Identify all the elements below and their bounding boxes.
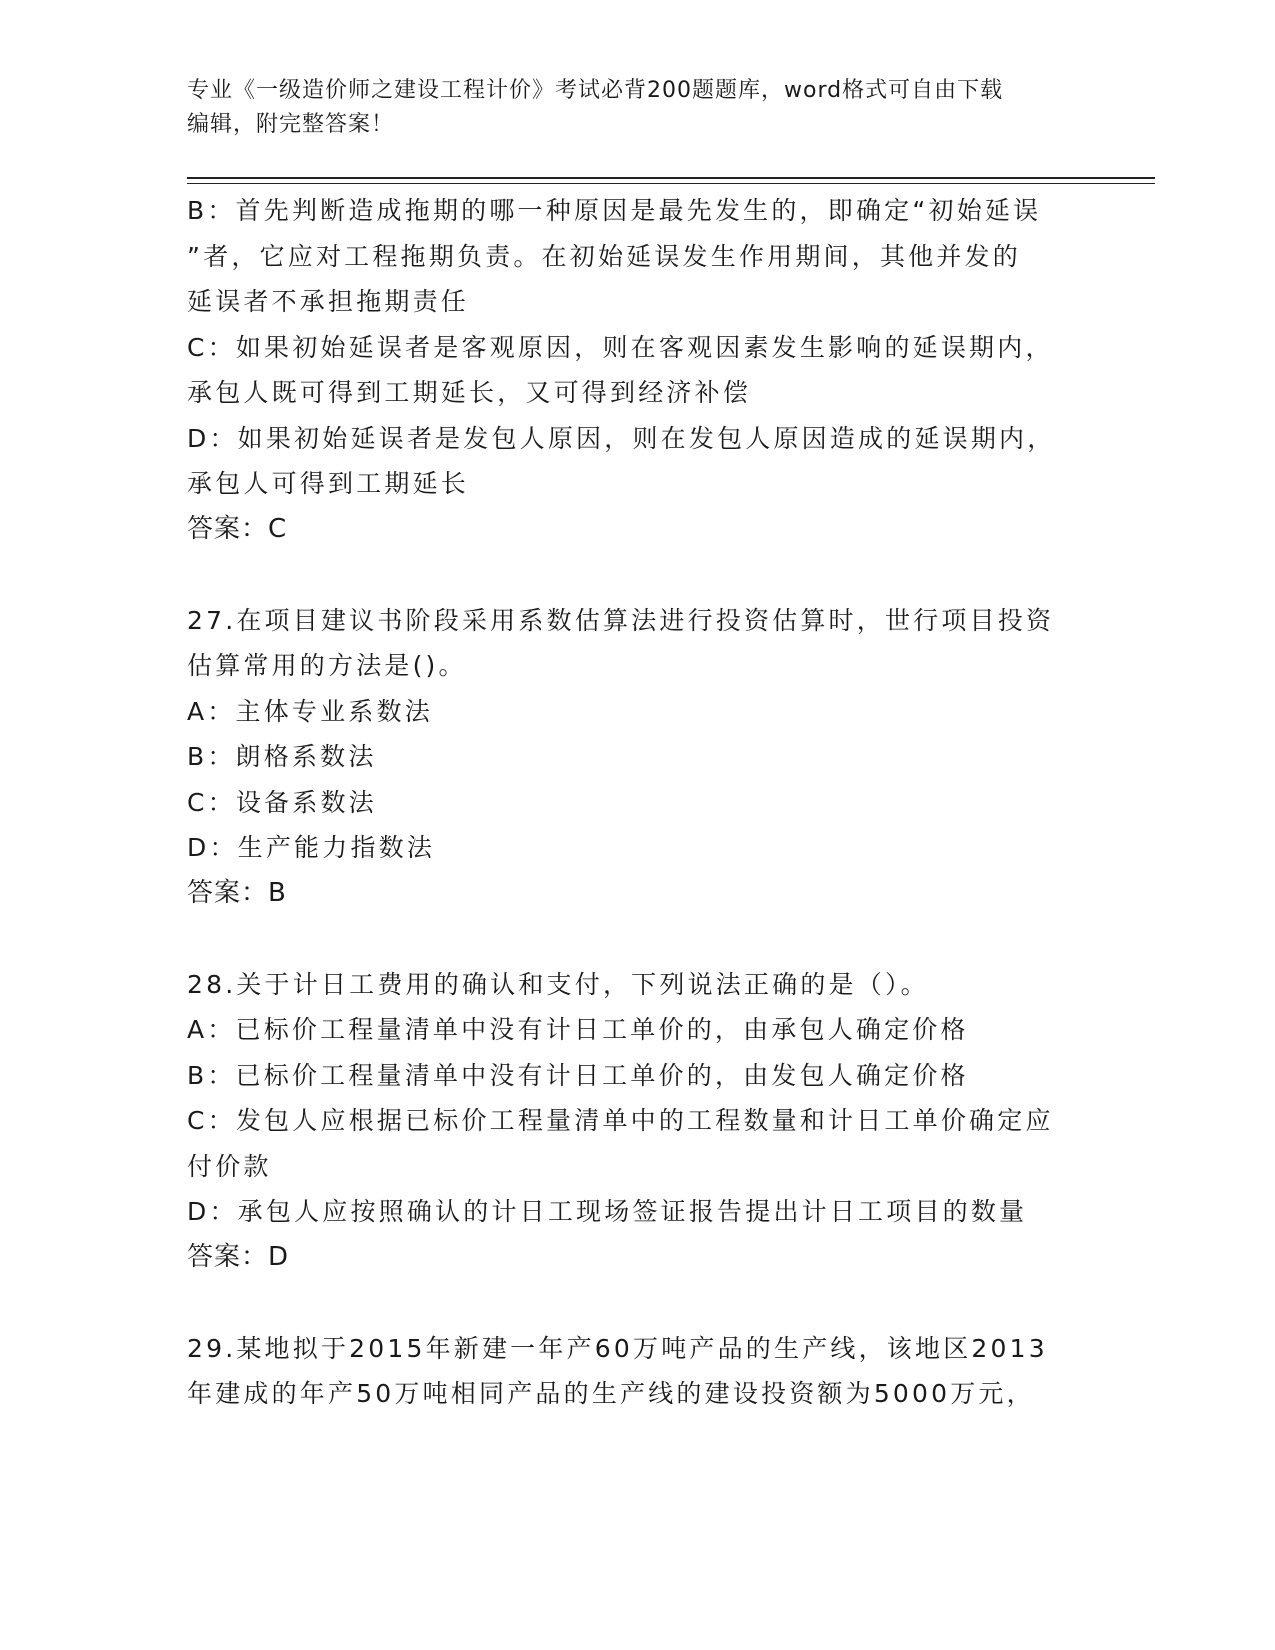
question-26-options [187,188,1077,552]
q27-option-b: B：朗格系数法 [187,742,377,771]
spacer [187,1280,1077,1326]
q27-option-c: C：设备系数法 [187,787,377,817]
q26-option-b-line-2: ”者，它应对工程拖期负责。在初始延误发生作用期间，其他并发的 [187,241,1021,271]
question-27 [187,598,1077,917]
q26-option-c-line-1: C：如果初始延误者是客观原因，则在客观因素发生影响的延误期内， [187,332,1054,362]
q28-option-a: A：已标价工程量清单中没有计日工单价的，由承包人确定价格 [187,1015,969,1044]
q27-option-a: A：主体专业系数法 [187,696,433,726]
document-body [187,188,1077,1417]
q28-option-b: B：已标价工程量清单中没有计日工单价的，由发包人确定价格 [187,1060,969,1090]
q28-option-c-line-2: 付价款 [187,1151,272,1181]
q28-option-d: D：承包人应按照确认的计日工现场签证报告提出计日工项目的数量 [187,1197,1028,1226]
q28-answer: 答案：D [187,1241,290,1272]
header-rule-thick [187,177,1155,179]
header-line-2: 编辑，附完整答案！ [187,112,395,137]
header-line-1: 专业《一级造价师之建设工程计价》考试必背200题题库，word格式可自由下载 [187,78,1004,103]
q27-answer: 答案：B [187,877,287,908]
q28-option-c-line-1: C：发包人应根据已标价工程量清单中的工程数量和计日工单价确定应 [187,1106,1054,1135]
question-28 [187,962,1077,1281]
question-29 [187,1326,1077,1417]
q26-answer: 答案：C [187,513,288,544]
q26-option-d-line-1: D：如果初始延误者是发包人原因，则在发包人原因造成的延误期内， [187,423,1056,453]
q26-option-b-line-1: B：首先判断造成拖期的哪一种原因是最先发生的，即确定“初始延误 [187,196,1042,225]
header-rule-thin [187,183,1155,184]
spacer [187,552,1077,598]
document-header [187,74,1067,142]
q26-option-b-line-3: 延误者不承担拖期责任 [187,287,470,316]
q27-stem-line-2: 估算常用的方法是()。 [187,651,467,680]
q27-option-d: D：生产能力指数法 [187,833,436,862]
q28-stem: 28.关于计日工费用的确认和支付，下列说法正确的是（）。 [187,969,929,999]
q26-option-d-line-2: 承包人可得到工期延长 [187,469,470,498]
q26-option-c-line-2: 承包人既可得到工期延长，又可得到经济补偿 [187,378,752,407]
q29-stem-line-1: 29.某地拟于2015年新建一年产60万吨产品的生产线，该地区2013 [187,1333,1048,1363]
spacer [187,916,1077,962]
q29-stem-line-2: 年建成的年产50万吨相同产品的生产线的建设投资额为5000万元， [187,1379,1035,1408]
q27-stem-line-1: 27.在项目建议书阶段采用系数估算法进行投资估算时，世行项目投资 [187,605,1055,635]
